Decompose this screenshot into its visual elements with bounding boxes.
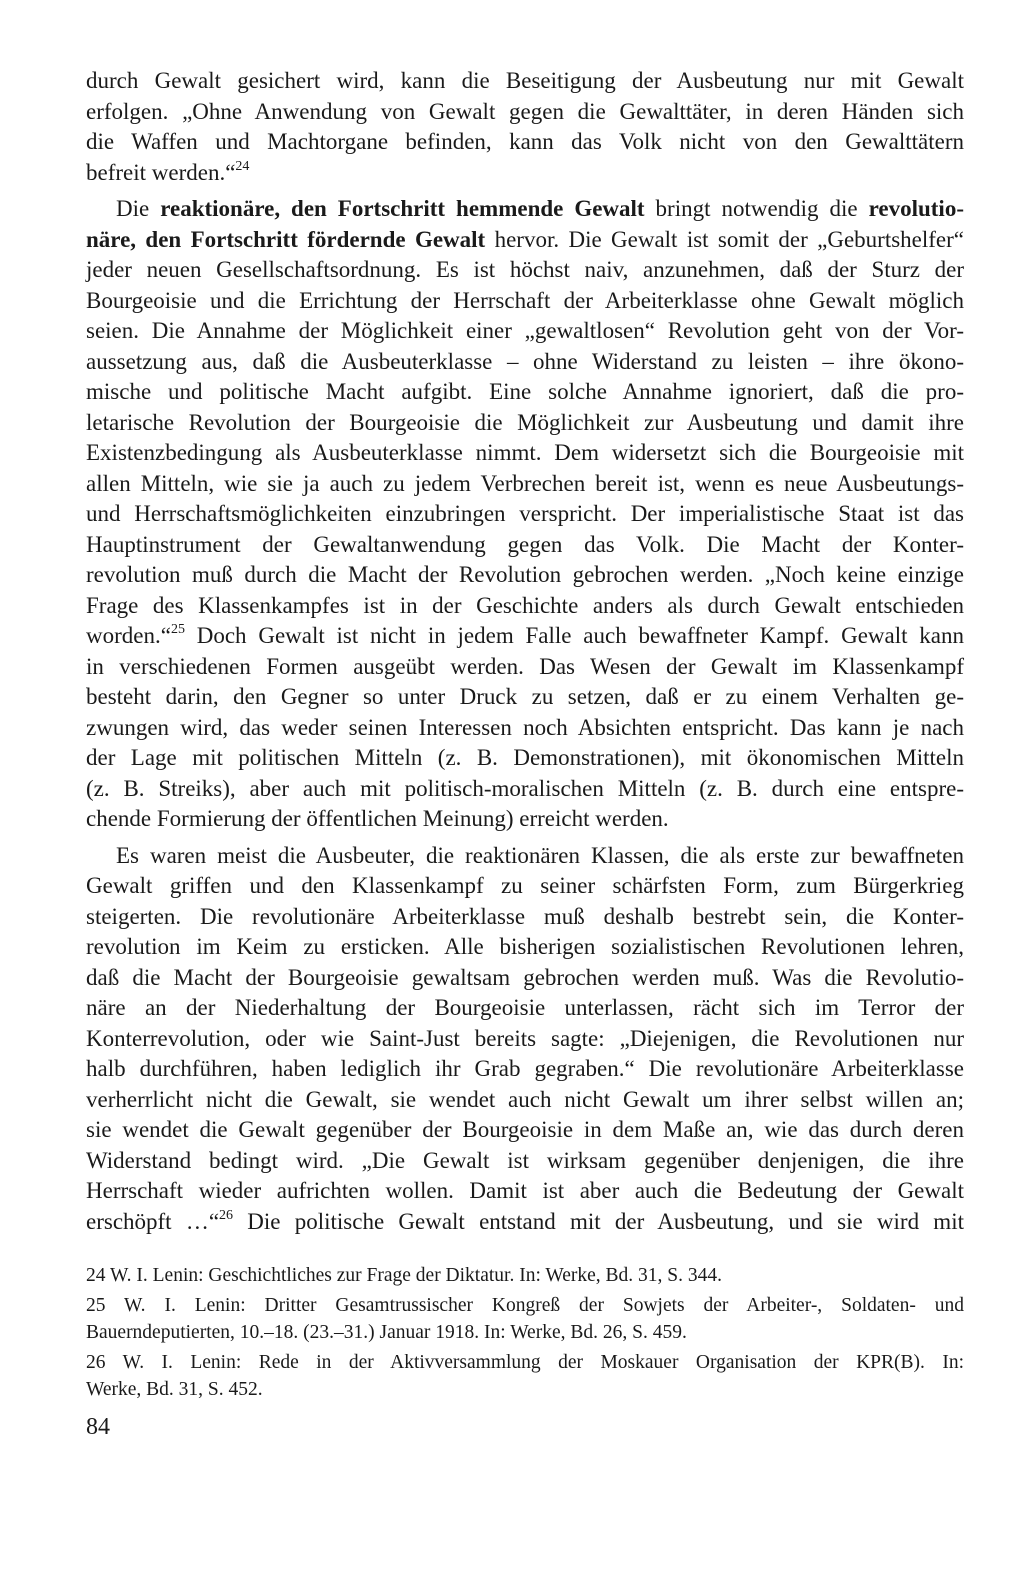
footnote-26-continuation: Werke, Bd. 31, S. 452.	[86, 1379, 263, 1400]
emphasis: näre, den Fortschritt fördernde Gewalt	[86, 226, 486, 252]
text-line: seien. Die Annahme der Möglichkeit einer „gewaltlosen“ Revolution geht von der Vor-	[86, 318, 964, 343]
text-line: Konterrevolution, oder wie Saint-Just bereits sagte: „Diejenigen, die Revolutionen nur	[86, 1025, 964, 1051]
text-line: Gewalt griffen und den Klassenkampf zu seiner schärfsten Form, zum Bürgerkrieg	[86, 873, 964, 898]
text-segment: Doch Gewalt ist nicht in jedem Falle auch bewaffneter Kampf. Gewalt kann	[184, 623, 964, 648]
text-line	[86, 621, 964, 652]
text-line: besteht darin, den Gegner so unter Druck zu setzen, daß er zu einem Verhalten ge-	[86, 684, 964, 709]
text-line: der Lage mit politischen Mitteln (z. B. Demonstrationen), mit ökonomischen Mitteln	[86, 745, 964, 770]
text-segment: erschöpft …“	[86, 1208, 220, 1234]
footnote-reference: 26	[219, 1207, 234, 1223]
text-line	[86, 1207, 964, 1238]
footnote-reference: 24	[235, 158, 250, 174]
text-line: durch Gewalt gesichert wird, kann die Beseitigung der Ausbeutung nur mit Gewalt	[86, 68, 964, 93]
text-segment: worden.“	[86, 623, 171, 648]
text-line	[86, 158, 964, 189]
text-line: daß die Macht der Bourgeoisie gewaltsam gebrochen werden muß. Was die Revolutio-	[86, 964, 964, 990]
footnote-25-continuation: Bauerndeputierten, 10.–18. (23.–31.) Januar 1918. In: Werke, Bd. 26, S. 459.	[86, 1322, 687, 1343]
text-line: Herrschaft wieder aufrichten wollen. Damit ist aber auch die Bedeutung der Gewalt	[86, 1178, 964, 1203]
text-segment: Die politische Gewalt entstand mit der Ausbeutung, und sie wird mit	[233, 1208, 964, 1234]
text-line	[86, 225, 964, 256]
footnote-24: 24 W. I. Lenin: Geschichtliches zur Frage der Diktatur. In: Werke, Bd. 31, S. 344.	[86, 1265, 723, 1286]
text-line: aussetzung aus, daß die Ausbeuterklasse – ohne Widerstand zu leisten – ihre ökono-	[86, 348, 964, 374]
text-line: zwungen wird, das weder seinen Interessen noch Absichten entspricht. Das kann je nach	[86, 714, 964, 740]
text-line: revolution im Keim zu ersticken. Alle bisherigen sozialistischen Revolutionen lehren,	[86, 934, 964, 959]
text-line: chende Formierung der öffentlichen Meinung) erreicht werden.	[86, 806, 669, 831]
text-segment: hervor. Die Gewalt ist somit der „Geburtshelfer“	[485, 226, 964, 252]
text-line: Existenzbedingung als Ausbeuterklasse nimmt. Dem widersetzt sich die Bourgeoisie mit	[86, 440, 964, 465]
text-line: allen Mitteln, wie sie ja auch zu jedem Verbrechen bereit ist, wenn es neue Ausbeutungs-	[86, 470, 964, 496]
text-line: steigerten. Die revolutionäre Arbeiterklasse muß deshalb bestrebt sein, die Konter-	[86, 903, 964, 929]
text-line: Widerstand bedingt wird. „Die Gewalt ist wirksam gegenüber denjenigen, die ihre	[86, 1147, 964, 1173]
text-line: letarische Revolution der Bourgeoisie die Möglichkeit zur Ausbeutung und damit ihre	[86, 409, 964, 435]
text-line: Hauptinstrument der Gewaltanwendung gegen das Volk. Die Macht der Konter-	[86, 531, 964, 557]
emphasis: revolutio-	[868, 196, 964, 221]
text-line: die Waffen und Machtorgane befinden, kann das Volk nicht von den Gewalttätern	[86, 129, 964, 154]
text-line: Frage des Klassenkampfes ist in der Geschichte anders als durch Gewalt entschieden	[86, 592, 964, 618]
footnotes	[86, 1262, 964, 1403]
text-segment: Die	[116, 196, 161, 221]
footnote-25: 25 W. I. Lenin: Dritter Gesamtrussischer Kongreß der Sowjets der Arbeiter-, Soldaten- und	[86, 1295, 964, 1316]
text-line: Es waren meist die Ausbeuter, die reaktionären Klassen, die als erste zur bewaffneten	[116, 842, 964, 868]
footnote-26: 26 W. I. Lenin: Rede in der Aktivversammlung der Moskauer Organisation der KPR(B). In:	[86, 1352, 964, 1373]
text-line: revolution muß durch die Macht der Revolution gebrochen werden. „Noch keine einzige	[86, 562, 964, 587]
text-line: halb durchführen, haben lediglich ihr Grab gegraben.“ Die revolutionäre Arbeiterklasse	[86, 1056, 964, 1081]
text-line: näre an der Niederhaltung der Bourgeoisie unterlassen, rächt sich im Terror der	[86, 995, 964, 1020]
text-line: jeder neuen Gesellschaftsordnung. Es ist höchst naiv, anzunehmen, daß der Sturz der	[86, 257, 964, 282]
text-line: mische und politische Macht aufgibt. Eine solche Annahme ignoriert, daß die pro-	[86, 379, 964, 404]
footnote-reference: 25	[170, 622, 185, 637]
text-segment: bringt notwendig die	[644, 196, 869, 221]
text-line: und Herrschaftsmöglichkeiten einzubringen verspricht. Der imperialistische Staat ist das	[86, 501, 964, 526]
text-line: erfolgen. „Ohne Anwendung von Gewalt gegen die Gewalttäter, in deren Händen sich	[86, 98, 964, 124]
main-text	[86, 66, 964, 1237]
text-line: in verschiedenen Formen ausgeübt werden. Das Wesen der Gewalt im Klassenkampf	[86, 653, 964, 679]
text-line: (z. B. Streiks), aber auch mit politisch-moralischen Mitteln (z. B. durch eine entspre-	[86, 775, 964, 801]
text-segment: befreit werden.“	[86, 159, 236, 185]
text-line: verherrlicht nicht die Gewalt, sie wendet auch nicht Gewalt um ihrer selbst willen an;	[86, 1086, 964, 1112]
emphasis: reaktionäre, den Fortschritt hemmende Gewalt	[160, 196, 645, 221]
text-line: sie wendet die Gewalt gegenüber der Bourgeoisie in dem Maße an, wie das durch deren	[86, 1117, 964, 1142]
text-line: Bourgeoisie und die Errichtung der Herrschaft der Arbeiterklasse ohne Gewalt möglich	[86, 287, 964, 313]
page-number: 84	[86, 1414, 110, 1440]
text-line	[86, 194, 964, 225]
